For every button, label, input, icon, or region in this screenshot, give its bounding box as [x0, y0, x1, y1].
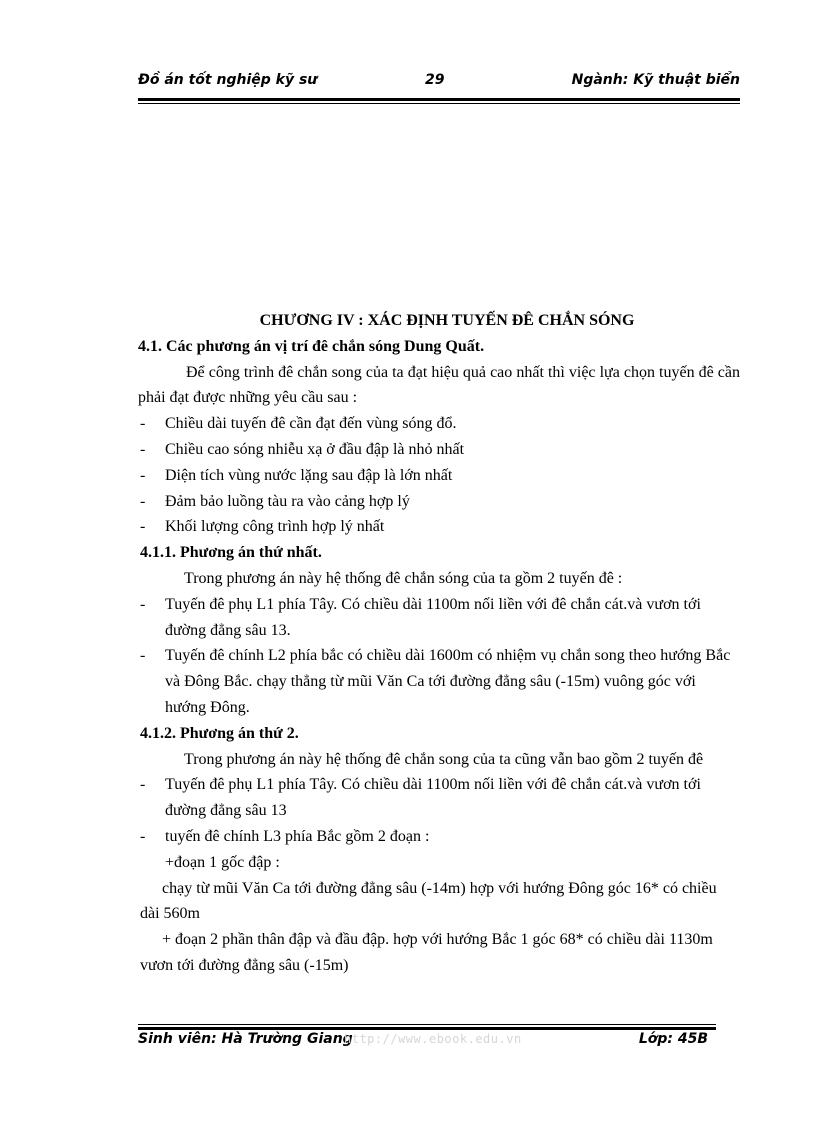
segment1-label: +đoạn 1 gốc đập : [165, 853, 280, 871]
chapter-title: CHƯƠNG IV : XÁC ĐỊNH TUYẾN ĐÊ CHẮN SÓNG [259, 312, 635, 329]
header-rule-thin [138, 103, 740, 104]
list-item: - tuyến đê chính L3 phía Bắc gồm 2 đoạn : [140, 827, 430, 845]
segment1-text: chạy từ mũi Văn Ca tới đường đẳng sâu (-14m) hợp với hướng Đông góc 16* có chiều dài 560m [140, 879, 717, 923]
footer-rule-thin [138, 1024, 716, 1025]
section-4-1-1-intro: Trong phương án này hệ thống đê chắn sóng của ta gồm 2 tuyến đê : [184, 569, 623, 587]
page-header [138, 72, 740, 92]
section-heading-4-1: 4.1. Các phương án vị trí đê chắn sóng Dung Quất. [138, 337, 485, 355]
footer-watermark: http://www.ebook.edu.vn [344, 1032, 522, 1046]
header-major: Ngành: Kỹ thuật biển [571, 72, 740, 88]
section-4-1-2-intro: Trong phương án này hệ thống đê chắn song của ta cũng vẫn bao gồm 2 tuyến đê [184, 750, 704, 768]
list-item: - Tuyến đê phụ L1 phía Tây. Có chiều dài 1100m nối liền với đê chắn cát.và vươn tới đường đẳng sâu 13 [140, 776, 701, 820]
list-item: - Chiều cao sóng nhiễu xạ ở đầu đập là nhỏ nhất [140, 440, 465, 458]
list-item: - Diện tích vùng nước lặng sau đập là lớn nhất [140, 466, 453, 484]
footer-rule-thick [138, 1027, 716, 1030]
list-item: - Tuyến đê phụ L1 phía Tây. Có chiều dài 1100m nối liền với đê chắn cát.và vươn tới đường đẳng sâu 13. [140, 595, 701, 639]
footer-class: Lớp: 45B [638, 1031, 708, 1047]
header-rule-thick [138, 98, 740, 101]
page-footer [138, 1031, 716, 1051]
section-heading-4-1-2: 4.1.2. Phương án thứ 2. [140, 724, 299, 742]
segment2-text: + đoạn 2 phần thân đập và đầu đập. hợp với hướng Bắc 1 góc 68* có chiều dài 1130m vươn tới đường đẳng sâu (-15m) [140, 931, 713, 974]
header-document-type: Đồ án tốt nghiệp kỹ sư [138, 72, 318, 88]
option1-list [138, 592, 740, 721]
option2-list [138, 772, 740, 849]
requirements-list [138, 411, 740, 540]
section-heading-4-1-1: 4.1.1. Phương án thứ nhất. [140, 544, 322, 562]
list-item: - Chiều dài tuyến đê cần đạt đến vùng sóng đổ. [140, 415, 457, 433]
list-item: - Tuyến đê chính L2 phía bắc có chiều dài 1600m có nhiệm vụ chắn song theo hướng Bắc và Đông Bắc. chạy thẳng từ mũi Văn Ca tới đường đẳng sâu (-15m) vuông góc với hướng Đông. [140, 647, 731, 716]
list-item: - Đảm bảo luồng tàu ra vào cảng hợp lý [140, 492, 410, 510]
page-number: 29 [425, 72, 445, 88]
section-4-1-intro: Để công trình đê chắn song của ta đạt hiệu quả cao nhất thì việc lựa chọn tuyến đê cần phải đạt được những yêu cầu sau : [138, 363, 740, 407]
footer-student: Sinh viên: Hà Trường Giang [138, 1031, 353, 1047]
page-content [138, 308, 740, 979]
list-item: - Khối lượng công trình hợp lý nhất [140, 518, 385, 536]
